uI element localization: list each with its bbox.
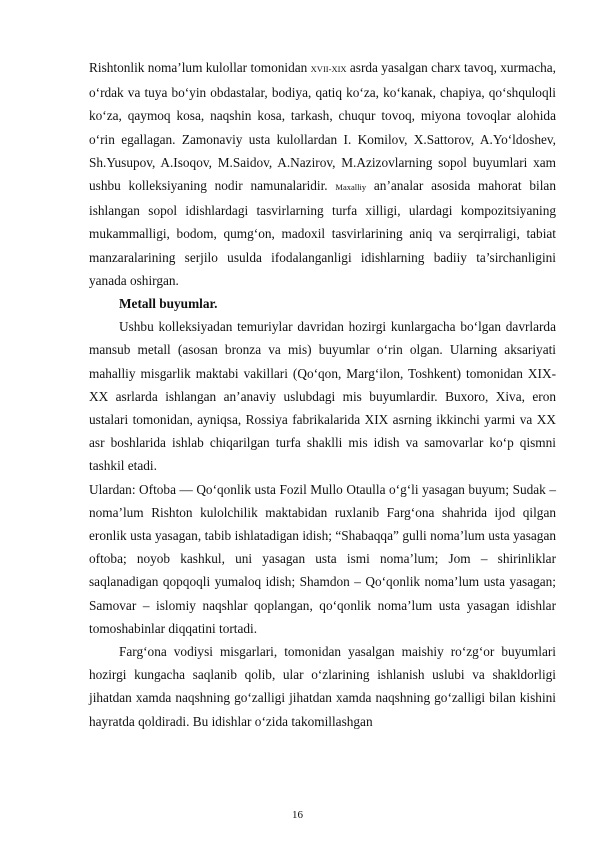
paragraph-rishton-ceramics — [89, 56, 556, 292]
section-heading: Metall buyumlar. — [119, 296, 218, 312]
century-label: XVII-XIX — [310, 64, 347, 74]
paragraph-text: Rishtonlik noma’lum kulollar tomonidan — [89, 60, 311, 75]
paragraph-metal-items: Ushbu kolleksiyadan temuriylar davridan hozirgi kunlargacha bo‘lgan davrlarda mansub metall (asosan bronza va mis) buyumlar o‘rin olgan. Ularning aksariyati mahalliy misgarlik maktabi vakillari (Qo‘qon, Marg‘ilon, Toshkent) tomonidan XIX-XX asrlarda ishlangan an’anaviy uslubdagi mis buyumlardir. Buxoro, Xiva, eron ustalari tomonidan, ayniqsa, Rossiya fabrikalarida XIX asrning ikkinchi yarmi va XX asr boshlarida ishlab chiqarilgan turfa shaklli mis idish va samovarlar ko‘p qismni tashkil etadi. — [89, 319, 556, 474]
paragraph-item-list: Ulardan: Oftoba — Qo‘qonlik usta Fozil Mullo Otaulla o‘g‘li yasagan buyum; Sudak – noma’lum Rishton kulolchilik maktabidan ruxlanib Farg‘ona shahrida ijod qilgan eronlik usta yasagan, tabib ishlatadigan idish; “Shabaqqa” gulli noma’lum usta yasagan oftoba; noyob kashkul, uni yasagan usta ismi noma’lum; Jom – shirinliklar saqlanadigan qopqoqli yumaloq idish; Shamdon – Qo‘qonlik noma’lum usta yasagan; Samovar – islomiy naqshlar qoplangan, qo‘qonlik noma’lum usta yasagan idishlar tomoshabinlar diqqatini tortadi. — [89, 481, 556, 636]
paragraph-fergana-coppersmiths: Farg‘ona vodiysi misgarlari, tomonidan yasalgan maishiy ro‘zg‘or buyumlari hozirgi kungacha saqlanib qolib, ular o‘zlarining ishlanish uslubi va shakldorligi jihatdan xamda naqshning go‘zalligi jihatdan xamda naqshning go‘zalligi bilan kishini hayratda qoldiradi. Bu idishlar o‘zida takomillashgan — [89, 644, 556, 729]
page-body — [89, 56, 556, 733]
paragraph-text: an’analar asosida mahorat bilan ishlangan sopol idishlardagi tasvirlarning turfa xilligi, ulardagi kompozitsiyaning mukammalligi, bodom, qumg‘on, madoxil tasvirlarining aniq va serqirraligi, tabiat manzaralarining serjilo usulda ifodalanganligi idishlarning badiiy ta’sirchanligini yanada oshirgan. — [89, 178, 556, 288]
page-number: 16 — [292, 809, 303, 821]
paragraph-text: asrda yasalgan charx tavoq, xurmacha, o‘rdak va tuya bo‘yin obdastalar, bodiya, qatiq ko‘za, ko‘kanak, chapiya, qo‘shquloqli ko‘za, qaymoq kosa, naqshin kosa, tarkash, chuqur tovoq, miyona tovoqlar alohida o‘rin egallagan. Zamonaviy usta kulollardan I. Komilov, X.Sattorov, A.Yo‘ldoshev, Sh.Yusupov, A.Isoqov, M.Saidov, A.Nazirov, M.Azizovlarning sopol buyumlari xam ushbu kolleksiyaning nodir namunalaridir. — [89, 60, 556, 194]
small-word: Maxalliy — [335, 182, 367, 193]
